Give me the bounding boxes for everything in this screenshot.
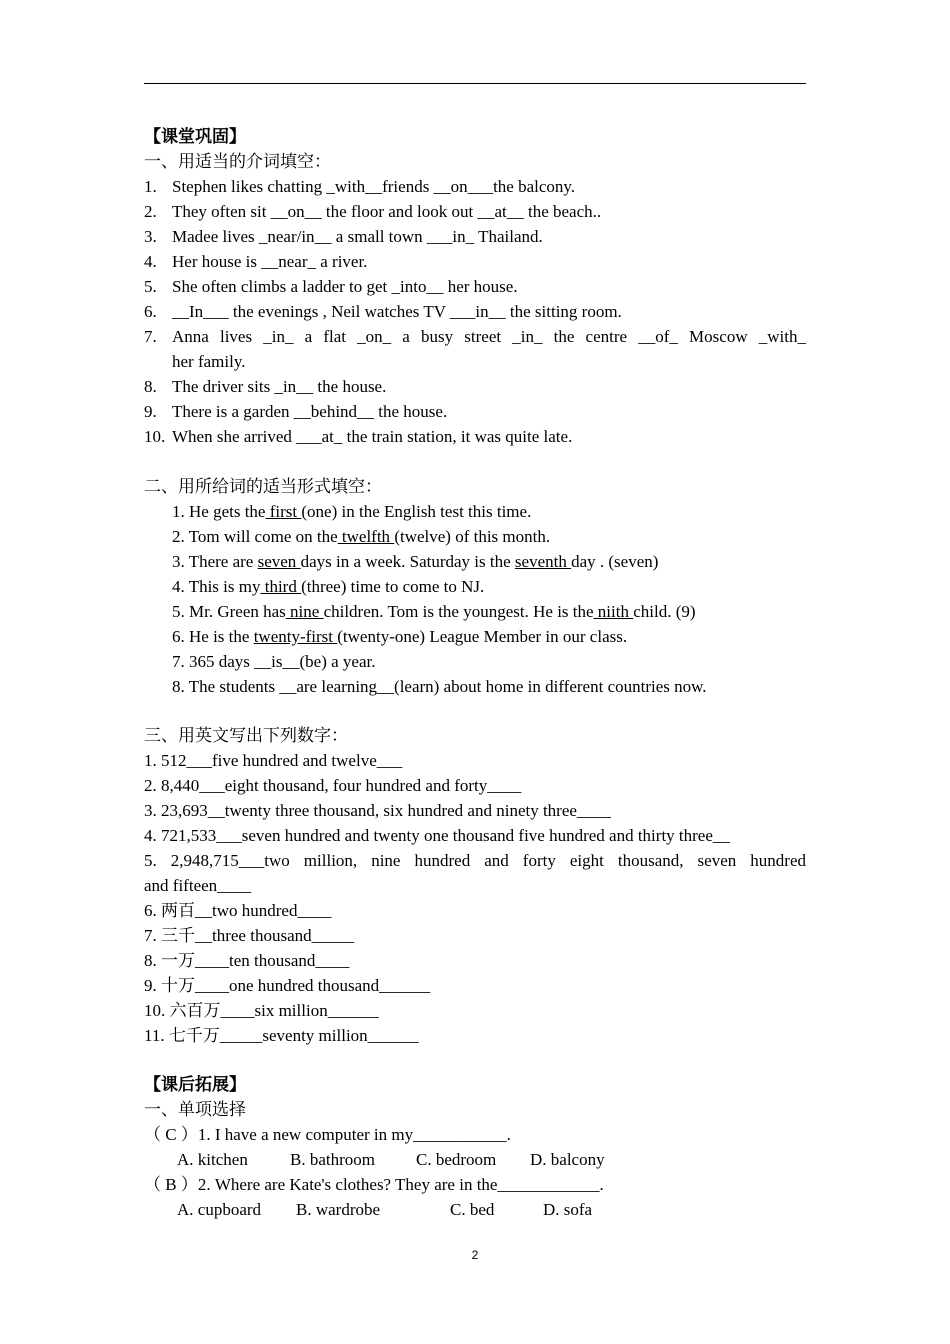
section-title-prepositions: 一、用适当的介词填空：: [144, 152, 331, 171]
list-item: 5. 2,948,715___two million, nine hundred and forty eight thousand, seven hundred: [144, 851, 806, 870]
list-item: 1. 512___five hundred and twelve___: [144, 751, 403, 770]
option-b: B. wardrobe: [296, 1200, 381, 1219]
list-item: 6. He is the twenty-first (twenty-one) League Member in our class.: [172, 627, 628, 646]
list-item: 4. 721,533___seven hundred and twenty one thousand five hundred and thirty three__: [144, 826, 730, 845]
list-item: 3. Madee lives _near/in__ a small town ___in_ Thailand.: [144, 227, 543, 246]
option-a: A. kitchen: [177, 1150, 248, 1169]
list-item: 6. 两百__two hundred____: [144, 901, 332, 920]
option-a: A. cupboard: [177, 1200, 262, 1219]
section-title-word-forms: 二、用所给词的适当形式填空：: [144, 477, 382, 496]
question-1-options: [177, 1147, 839, 1172]
question-2-options: [177, 1197, 839, 1222]
list-item: 1. Stephen likes chatting _with__friends __on___the balcony.: [144, 177, 576, 196]
option-d: D. balcony: [530, 1150, 605, 1169]
answer-blank: seventh: [514, 552, 572, 571]
section-title-numbers: 三、用英文写出下列数字：: [144, 726, 348, 745]
option-d: D. sofa: [543, 1200, 593, 1219]
list-item: 2. 8,440___eight thousand, four hundred and forty____: [144, 776, 522, 795]
list-item: 10. When she arrived ___at_ the train station, it was quite late.: [144, 427, 573, 446]
list-item: 8. 一万____ten thousand____: [144, 951, 350, 970]
list-item: 1. He gets the first (one) in the English test this time.: [172, 502, 532, 521]
section-title-multiple-choice: 一、单项选择: [144, 1100, 246, 1119]
question-1: （ C ）1. I have a new computer in my___________.: [144, 1125, 511, 1144]
list-item-continuation: her family.: [172, 352, 246, 371]
list-item: 9. 十万____one hundred thousand______: [144, 976, 431, 995]
list-item: 7. Anna lives _in_ a flat _on_ a busy street _in_ the centre __of_ Moscow _with_: [144, 327, 806, 346]
list-item: 4. This is my third (three) time to come to NJ.: [172, 577, 485, 596]
list-item-continuation: and fifteen____: [144, 876, 252, 895]
section-header-classroom: 【课堂巩固】: [144, 127, 246, 146]
list-item: 4. Her house is __near_ a river.: [144, 252, 368, 271]
answer-blank: first: [265, 502, 302, 521]
list-item: 7. 365 days __is__(be) a year.: [172, 652, 376, 671]
answer-blank: nine: [285, 602, 324, 621]
list-item: 10. 六百万____six million______: [144, 1001, 379, 1020]
list-item: 5. She often climbs a ladder to get _into__ her house.: [144, 277, 518, 296]
answer-blank: third: [260, 577, 302, 596]
list-item: 5. Mr. Green has nine children. Tom is the youngest. He is the niith child. (9): [172, 602, 696, 621]
option-b: B. bathroom: [290, 1150, 375, 1169]
answer-blank: seven: [257, 552, 301, 571]
question-2: （ B ）2. Where are Kate's clothes? They are in the____________.: [144, 1175, 604, 1194]
answer-blank: twelfth: [337, 527, 395, 546]
answer-blank: twenty-first: [253, 627, 338, 646]
list-item: 3. 23,693__twenty three thousand, six hundred and ninety three____: [144, 801, 611, 820]
list-item: 2. Tom will come on the twelfth (twelve) of this month.: [172, 527, 551, 546]
list-item: 8. The driver sits _in__ the house.: [144, 377, 387, 396]
list-item: 7. 三千__three thousand_____: [144, 926, 355, 945]
section-header-after-class: 【课后拓展】: [144, 1075, 246, 1094]
list-item: 2. They often sit __on__ the floor and look out __at__ the beach..: [144, 202, 602, 221]
option-c: C. bed: [450, 1200, 495, 1219]
list-item: 6. __In___ the evenings , Neil watches TV ___in__ the sitting room.: [144, 302, 622, 321]
list-item: 9. There is a garden __behind__ the house.: [144, 402, 448, 421]
header-rule: [144, 83, 806, 84]
answer-blank: niith: [593, 602, 634, 621]
list-item: 11. 七千万_____seventy million______: [144, 1026, 419, 1045]
list-item: 3. There are seven days in a week. Saturday is the seventh day . (seven): [172, 552, 659, 571]
option-c: C. bedroom: [416, 1150, 497, 1169]
page-number: 2: [471, 1248, 479, 1262]
list-item: 8. The students __are learning__(learn) about home in different countries now.: [172, 677, 707, 696]
